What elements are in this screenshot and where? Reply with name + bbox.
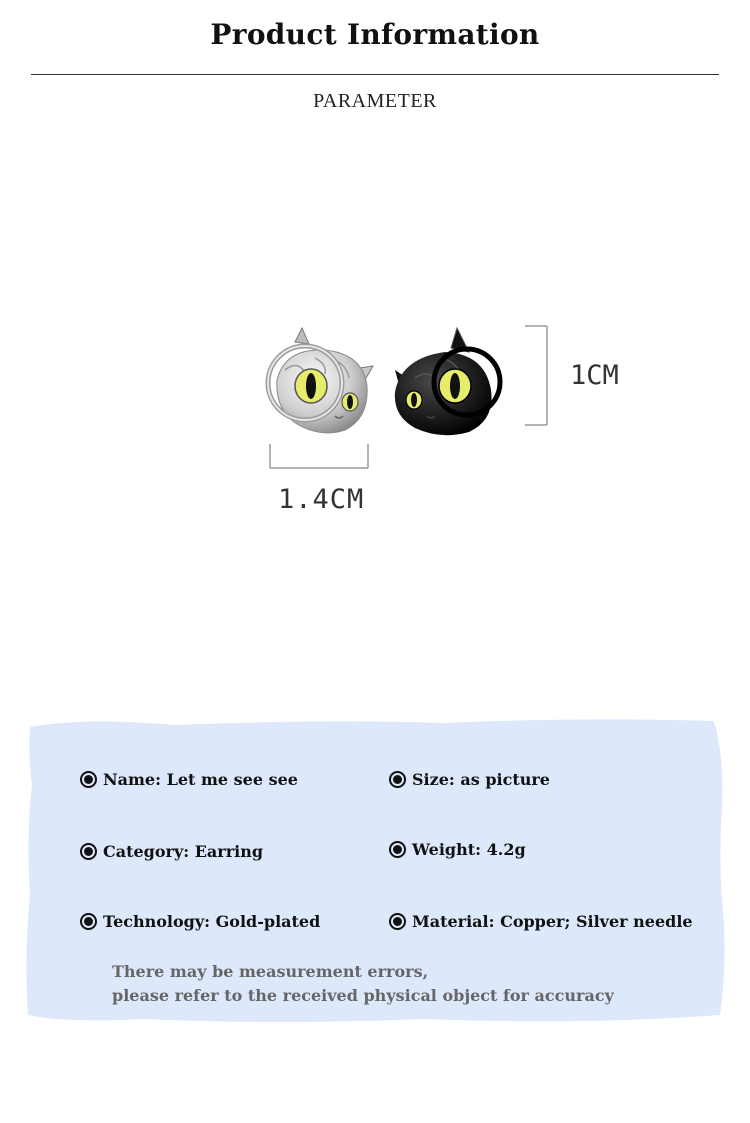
bullet-icon <box>80 843 97 860</box>
title-divider <box>31 74 719 75</box>
info-item-category-label: Category: Earring <box>103 842 264 861</box>
width-label: 1.4CM <box>278 484 365 515</box>
product-image <box>255 320 555 480</box>
note-line-2: please refer to the received physical object for accuracy <box>112 986 614 1005</box>
bullet-icon <box>389 841 406 858</box>
bullet-icon <box>389 913 406 930</box>
info-item-technology <box>80 912 320 931</box>
info-item-weight <box>389 840 526 859</box>
info-item-size-label: Size: as picture <box>412 770 550 789</box>
bullet-icon <box>80 913 97 930</box>
page-title: Product Information <box>210 18 540 51</box>
width-dimension-bracket <box>270 444 368 468</box>
height-dimension-bracket <box>525 326 547 425</box>
silver-cat-earring-icon <box>268 328 373 433</box>
note-line-1: There may be measurement errors, <box>112 962 429 981</box>
info-item-material <box>389 912 693 931</box>
bullet-icon <box>80 771 97 788</box>
info-item-category <box>80 842 263 861</box>
info-item-name <box>80 770 298 789</box>
info-item-weight-label: Weight: 4.2g <box>412 840 526 859</box>
info-item-material-label: Material: Copper; Silver needle <box>412 912 693 931</box>
black-cat-earring-icon <box>395 328 500 435</box>
info-item-technology-label: Technology: Gold-plated <box>103 912 321 931</box>
info-item-size <box>389 770 550 789</box>
measurement-note <box>112 960 614 1008</box>
height-label: 1CM <box>570 360 619 391</box>
info-item-name-label: Name: Let me see see <box>103 770 298 789</box>
bullet-icon <box>389 771 406 788</box>
section-subtitle: PARAMETER <box>313 90 437 112</box>
